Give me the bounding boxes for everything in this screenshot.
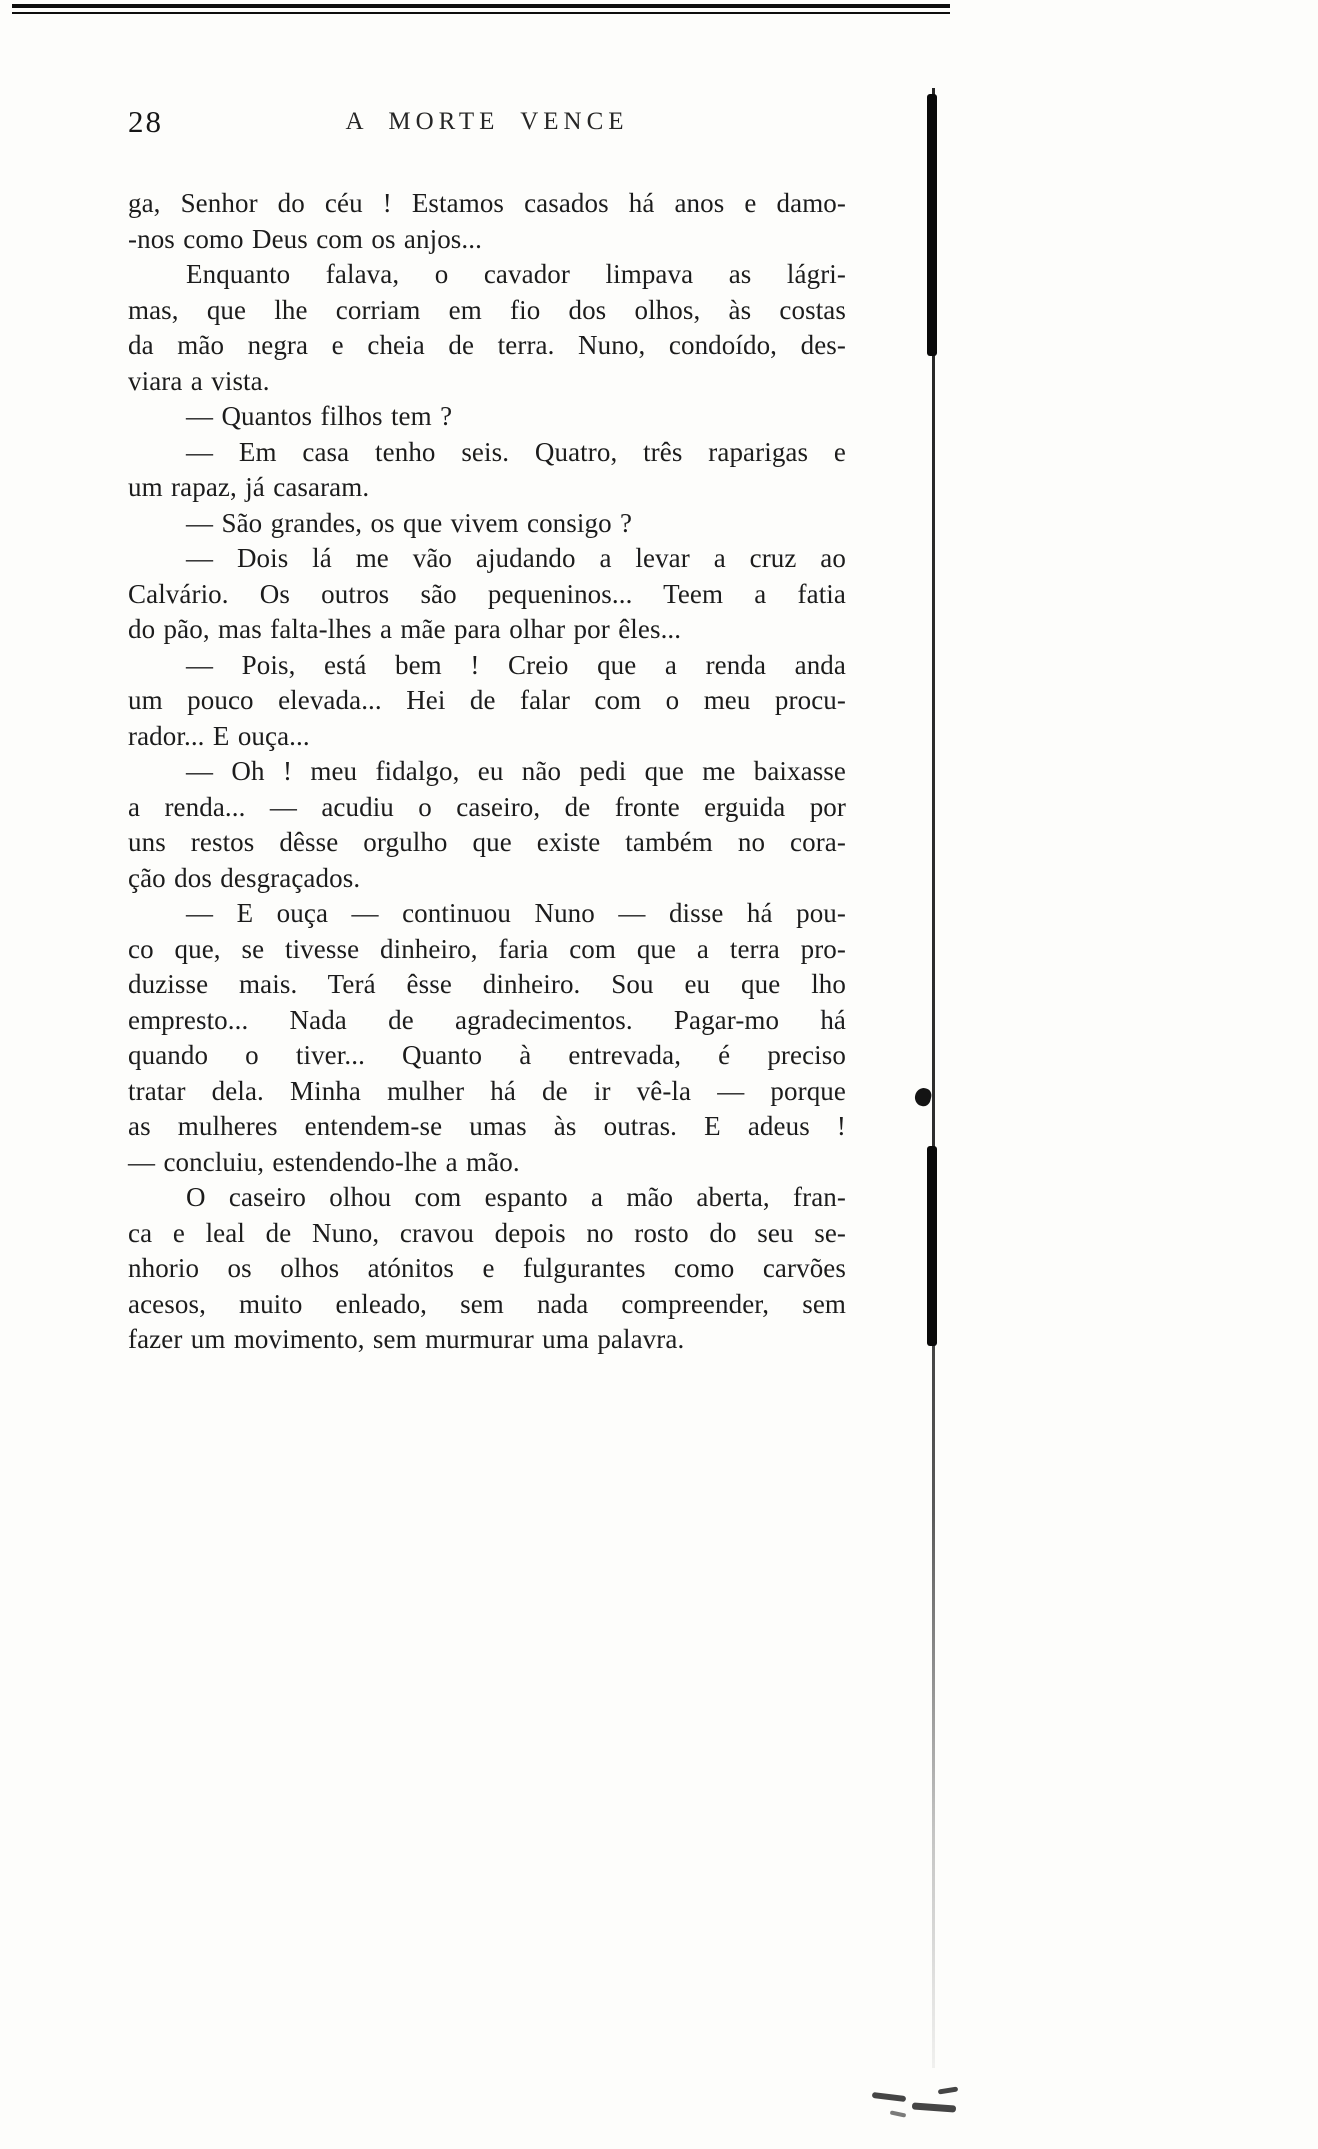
text-line: fazer um movimento, sem murmurar uma palavra.	[128, 1324, 685, 1354]
text-line: da mão negra e cheia de terra. Nuno, condoído, des-	[128, 330, 846, 360]
text-line: O caseiro olhou com espanto a mão aberta, fran-	[186, 1182, 846, 1212]
text-line: uns restos dêsse orgulho que existe também no cora-	[128, 827, 846, 857]
text-line: — Em casa tenho seis. Quatro, três raparigas e	[186, 436, 846, 467]
scan-noise-speck	[890, 2110, 906, 2117]
text-line: — concluiu, estendendo-lhe a mão.	[128, 1146, 520, 1177]
text-line: um pouco elevada... Hei de falar com o meu procu-	[128, 685, 846, 715]
paragraph	[128, 506, 846, 542]
top-rule-thick	[12, 4, 950, 8]
paragraph	[128, 257, 846, 399]
running-title: A MORTE VENCE	[345, 108, 629, 135]
text-line: empresto... Nada de agradecimentos. Pagar-mo há	[128, 1004, 846, 1035]
text-line: acesos, muito enleado, sem nada compreender, sem	[128, 1288, 846, 1319]
text-line: Calvário. Os outros são pequeninos... Teem a fatia	[128, 578, 846, 609]
scan-artifact-blob	[913, 1086, 933, 1107]
text-line: as mulheres entendem-se umas às outras. E adeus !	[128, 1111, 846, 1141]
text-line: ção dos desgraçados.	[128, 862, 361, 893]
page-number: 28	[128, 104, 163, 139]
page-edge-line	[932, 88, 935, 2068]
paragraph	[128, 754, 846, 896]
text-line: mas, que lhe corriam em fio dos olhos, às costas	[128, 294, 846, 325]
text-line: a renda... — acudiu o caseiro, de fronte erguida por	[128, 791, 846, 822]
page-header	[128, 104, 846, 144]
text-line: quando o tiver... Quanto à entrevada, é preciso	[128, 1040, 846, 1070]
scan-artifact-bar-top	[927, 94, 937, 356]
text-line: — Dois lá me vão ajudando a levar a cruz ao	[186, 543, 846, 573]
scan-noise-speck	[912, 2102, 956, 2112]
paragraph	[128, 896, 846, 1180]
text-line: — Quantos filhos tem ?	[186, 401, 453, 431]
scan-noise-speck	[872, 2092, 906, 2102]
scan-noise-speck	[938, 2086, 959, 2094]
text-line: — Pois, está bem ! Creio que a renda anda	[186, 649, 846, 680]
text-line: ca e leal de Nuno, cravou depois no rosto do seu se-	[128, 1217, 846, 1248]
paragraph	[128, 435, 846, 506]
text-line: -nos como Deus com os anjos...	[128, 223, 482, 254]
text-line: rador... E ouça...	[128, 720, 310, 751]
paragraph	[128, 541, 846, 648]
text-line: duzisse mais. Terá êsse dinheiro. Sou eu que lho	[128, 969, 846, 999]
text-line: nhorio os olhos atónitos e fulgurantes como carvões	[128, 1253, 846, 1283]
text-line: tratar dela. Minha mulher há de ir vê-la — porque	[128, 1075, 846, 1106]
paragraph	[128, 399, 846, 435]
text-block	[128, 186, 846, 1358]
paragraph	[128, 1180, 846, 1358]
text-line: — São grandes, os que vivem consigo ?	[186, 507, 633, 538]
text-line: um rapaz, já casaram.	[128, 472, 370, 502]
paragraph	[128, 648, 846, 755]
text-line: co que, se tivesse dinheiro, faria com que a terra pro-	[128, 933, 846, 964]
text-line: ga, Senhor do céu ! Estamos casados há anos e damo-	[128, 188, 846, 218]
text-line: — Oh ! meu fidalgo, eu não pedi que me baixasse	[186, 756, 846, 786]
top-rule-thin	[12, 12, 950, 14]
text-line: Enquanto falava, o cavador limpava as lágri-	[186, 259, 846, 289]
text-line: viara a vista.	[128, 365, 270, 396]
scan-artifact-bar-mid	[927, 1146, 937, 1346]
text-line: — E ouça — continuou Nuno — disse há pou-	[186, 898, 846, 928]
paragraph	[128, 186, 846, 257]
text-line: do pão, mas falta-lhes a mãe para olhar por êles...	[128, 614, 682, 644]
